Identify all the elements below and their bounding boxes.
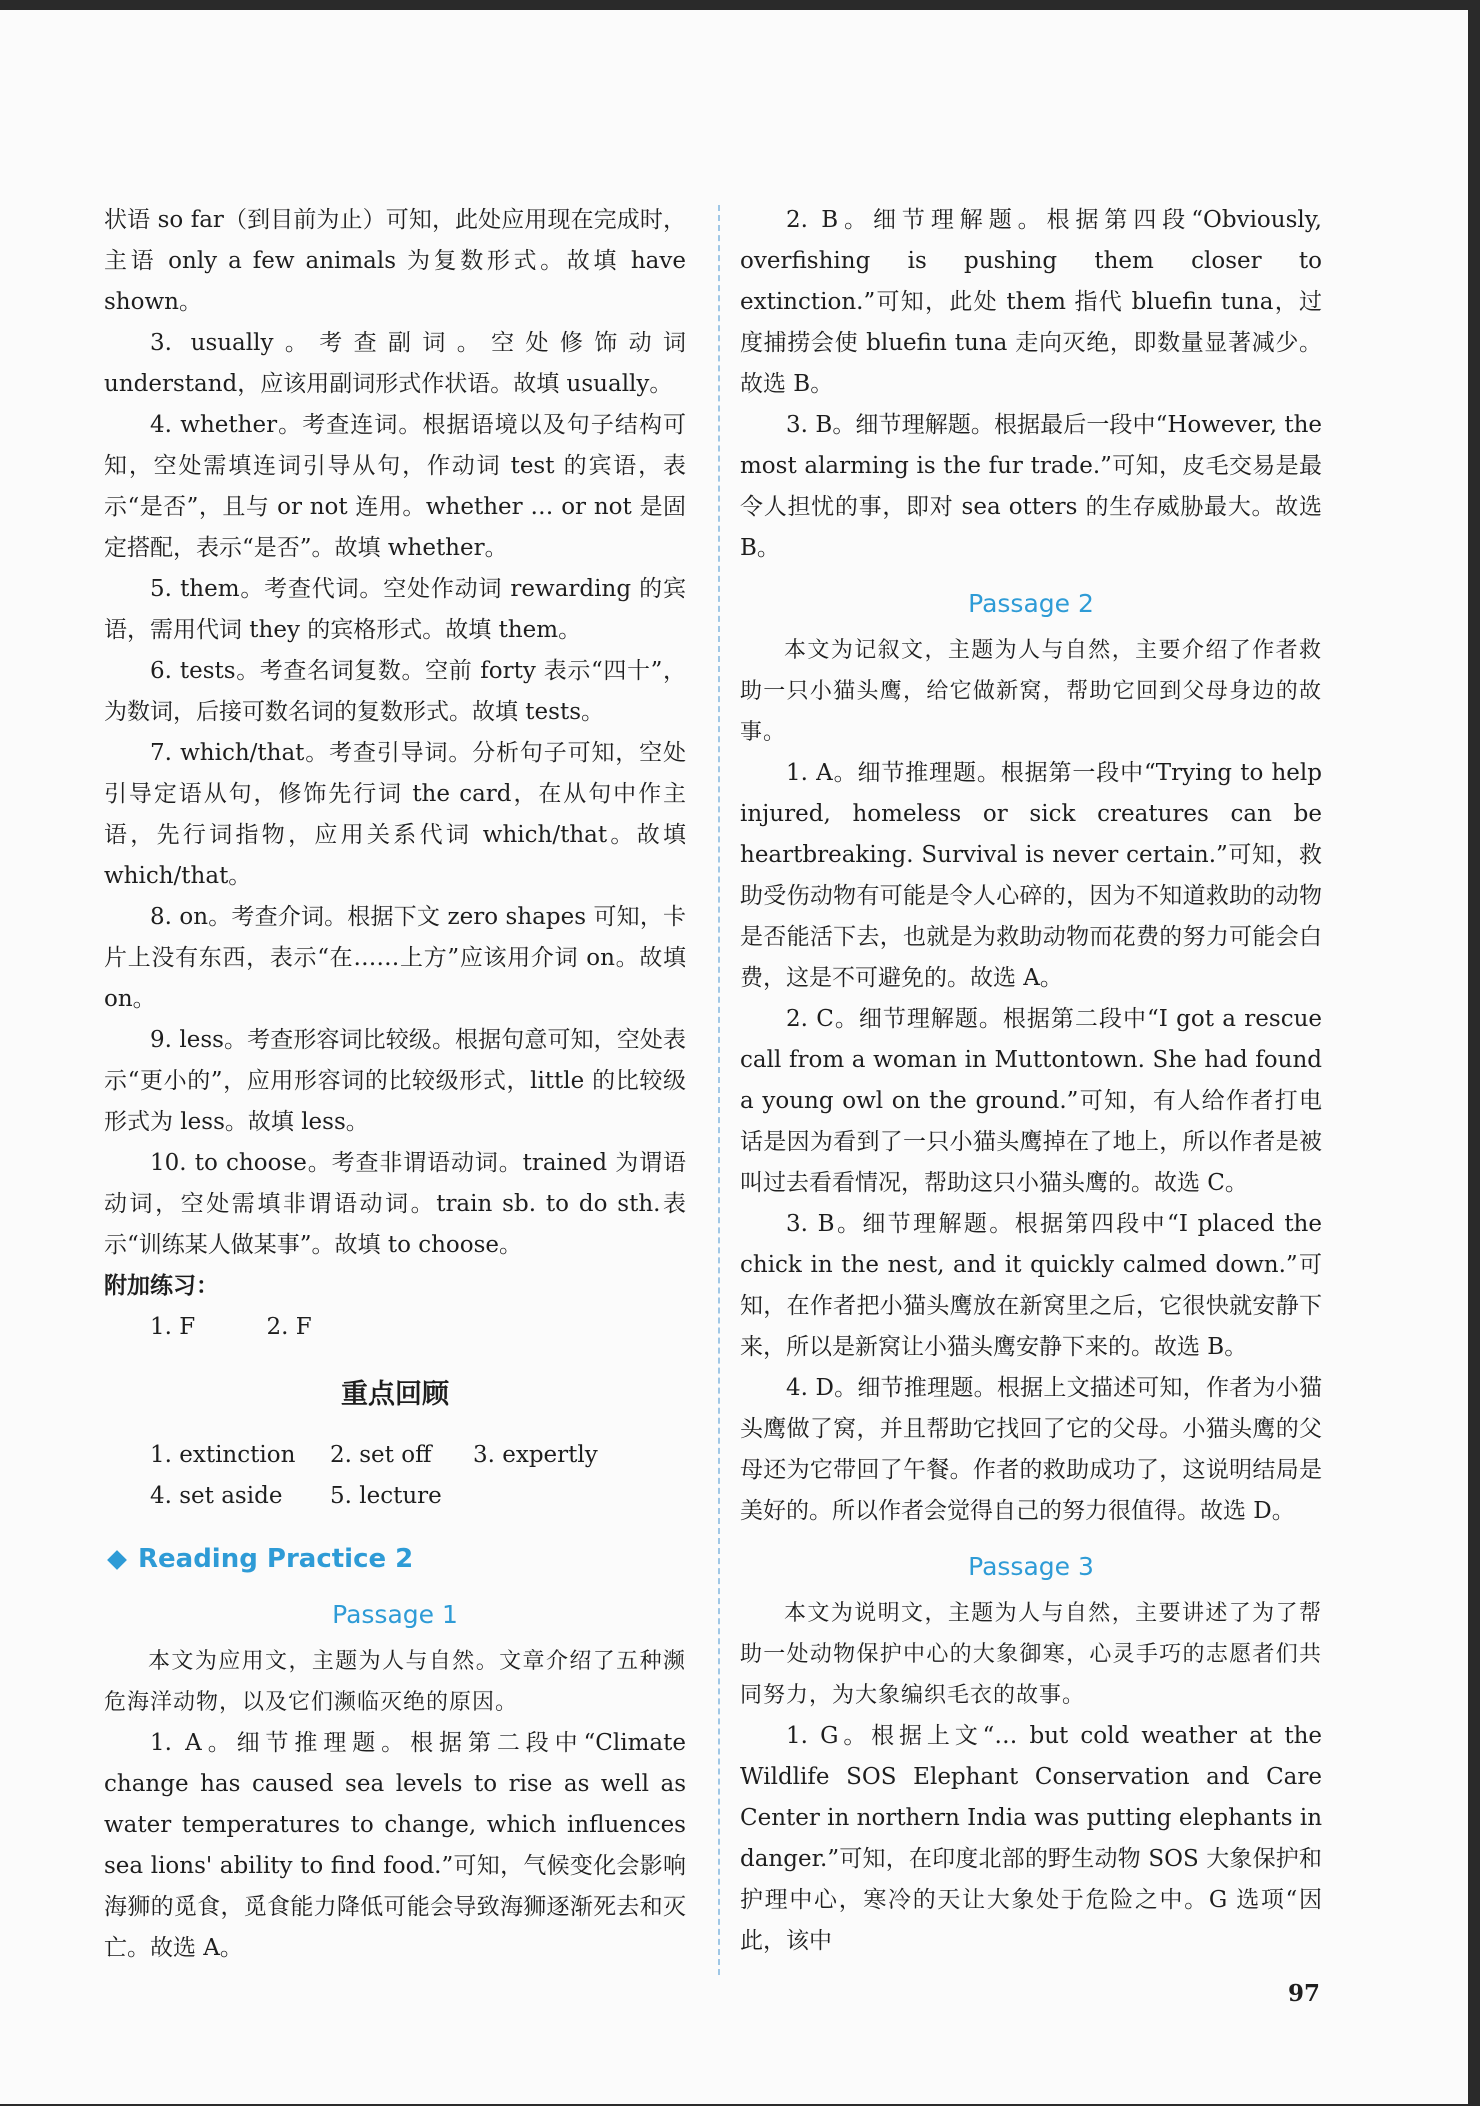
right-column	[740, 200, 1322, 1962]
answer-item: 4. whether。考查连词。根据语境以及句子结构可知，空处需填连词引导从句，作动词 test 的宾语，表示“是否”，且与 or not 连用。whether … or not 是固定搭配，表示“是否”。故填 whether。	[104, 412, 686, 561]
review-heading: 重点回顾	[341, 1379, 449, 1410]
left-column	[104, 200, 686, 1969]
review-item: 4. set aside	[150, 1483, 283, 1509]
scan-edge	[1468, 0, 1480, 2106]
answer-item: 5. them。考查代词。空处作动词 rewarding 的宾语，需用代词 they 的宾格形式。故填 them。	[104, 576, 686, 643]
review-item: 3. expertly	[473, 1442, 598, 1468]
review-item: 2. set off	[330, 1442, 432, 1468]
answer-item: 1. A。细节推理题。根据第一段中“Trying to help injured, homeless or sick creatures can be heartbreaking. Survival is never certain.”可知，救助受伤动物有可能是令人心碎的，因为不知道救助的动物是否能活下去，也就是为救助动物而花费的努力可能会白费，这是不可避免的。故选 A。	[740, 760, 1322, 991]
answer-item: 6. tests。考查名词复数。空前 forty 表示“四十”，为数词，后接可数名词的复数形式。故填 tests。	[104, 658, 686, 725]
page-number: 97	[1288, 1980, 1321, 2007]
answer-item: 3. B。细节理解题。根据最后一段中“However, the most alarming is the fur trade.”可知，皮毛交易是最令人担忧的事，即对 sea otters 的生存威胁最大。故选 B。	[740, 412, 1322, 561]
section-heading	[104, 1539, 686, 1580]
extra-answer: 2. F	[266, 1314, 312, 1340]
review-item: 5. lecture	[330, 1483, 442, 1509]
column-divider	[718, 205, 720, 1975]
answer-item: 2. C。细节理解题。根据第二段中“I got a rescue call from a woman in Muttontown. She had found a young owl on the ground.”可知，有人给作者打电话是因为看到了一只小猫头鹰掉在了地上，所以作者是被叫过去看看情况，帮助这只小猫头鹰的。故选 C。	[740, 1006, 1322, 1196]
answer-item: 10. to choose。考查非谓语动词。trained 为谓语动词，空处需填非谓语动词。train sb. to do sth.表示“训练某人做某事”。故填 to choose。	[104, 1150, 686, 1258]
extra-practice-label: 附加练习：	[104, 1273, 219, 1299]
diamond-icon	[107, 1550, 127, 1570]
extra-answers	[104, 1307, 686, 1348]
passage-2-title: Passage 2	[968, 589, 1094, 618]
passage-1-intro: 本文为应用文，主题为人与自然。文章介绍了五种濒危海洋动物，以及它们濒临灭绝的原因。	[104, 1649, 686, 1715]
passage-2-intro: 本文为记叙文，主题为人与自然，主要介绍了作者救助一只小猫头鹰，给它做新窝，帮助它回到父母身边的故事。	[740, 638, 1322, 745]
passage-1-title: Passage 1	[332, 1600, 458, 1629]
extra-answer: 1. F	[150, 1314, 196, 1340]
continued-paragraph: 状语 so far（到目前为止）可知，此处应用现在完成时，主语 only a few animals 为复数形式。故填 have shown。	[104, 207, 686, 315]
page	[0, 10, 1468, 2104]
answer-item: 8. on。考查介词。根据下文 zero shapes 可知，卡片上没有东西，表示“在……上方”应该用介词 on。故填 on。	[104, 904, 686, 1012]
answer-item: 3. usually。考查副词。空处修饰动词 understand，应该用副词形式作状语。故填 usually。	[104, 330, 686, 397]
answer-item: 2. B。细节理解题。根据第四段“Obviously, overfishing is pushing them closer to extinction.”可知，此处 them 指代 bluefin tuna，过度捕捞会使 bluefin tuna 走向灭绝，即数量显著减少。故选 B。	[740, 207, 1322, 397]
answer-item: 1. A。细节推理题。根据第二段中“Climate change has caused sea levels to rise as well as water temperatures to change, which influences sea lions' ability to find food.”可知，气候变化会影响海狮的觅食，觅食能力降低可能会导致海狮逐渐死去和灭亡。故选 A。	[104, 1730, 686, 1961]
answer-item: 3. B。细节理解题。根据第四段中“I placed the chick in the nest, and it quickly calmed down.”可知，在作者把小猫头鹰放在新窝里之后，它很快就安静下来，所以是新窝让小猫头鹰安静下来的。故选 B。	[740, 1211, 1322, 1360]
passage-3-title: Passage 3	[968, 1552, 1094, 1581]
answer-item: 9. less。考查形容词比较级。根据句意可知，空处表示“更小的”，应用形容词的比较级形式，little 的比较级形式为 less。故填 less。	[104, 1027, 686, 1135]
answer-item: 7. which/that。考查引导词。分析句子可知，空处引导定语从句，修饰先行词 the card，在从句中作主语，先行词指物，应用关系代词 which/that。故填 which/that。	[104, 740, 686, 889]
passage-3-intro: 本文为说明文，主题为人与自然，主要讲述了为了帮助一处动物保护中心的大象御寒，心灵手巧的志愿者们共同努力，为大象编织毛衣的故事。	[740, 1601, 1322, 1708]
answer-item: 1. G。根据上文“… but cold weather at the Wildlife SOS Elephant Conservation and Care Center in northern India was putting elephants in danger.”可知，在印度北部的野生动物 SOS 大象保护和护理中心，寒冷的天让大象处于危险之中。G 选项“因此，该中	[740, 1723, 1323, 1954]
review-grid	[104, 1435, 686, 1517]
section-title: Reading Practice 2	[138, 1544, 414, 1574]
review-item: 1. extinction	[150, 1442, 296, 1468]
answer-item: 4. D。细节推理题。根据上文描述可知，作者为小猫头鹰做了窝，并且帮助它找回了它的父母。小猫头鹰的父母还为它带回了午餐。作者的救助成功了，这说明结局是美好的。所以作者会觉得自己的努力很值得。故选 D。	[740, 1375, 1322, 1524]
